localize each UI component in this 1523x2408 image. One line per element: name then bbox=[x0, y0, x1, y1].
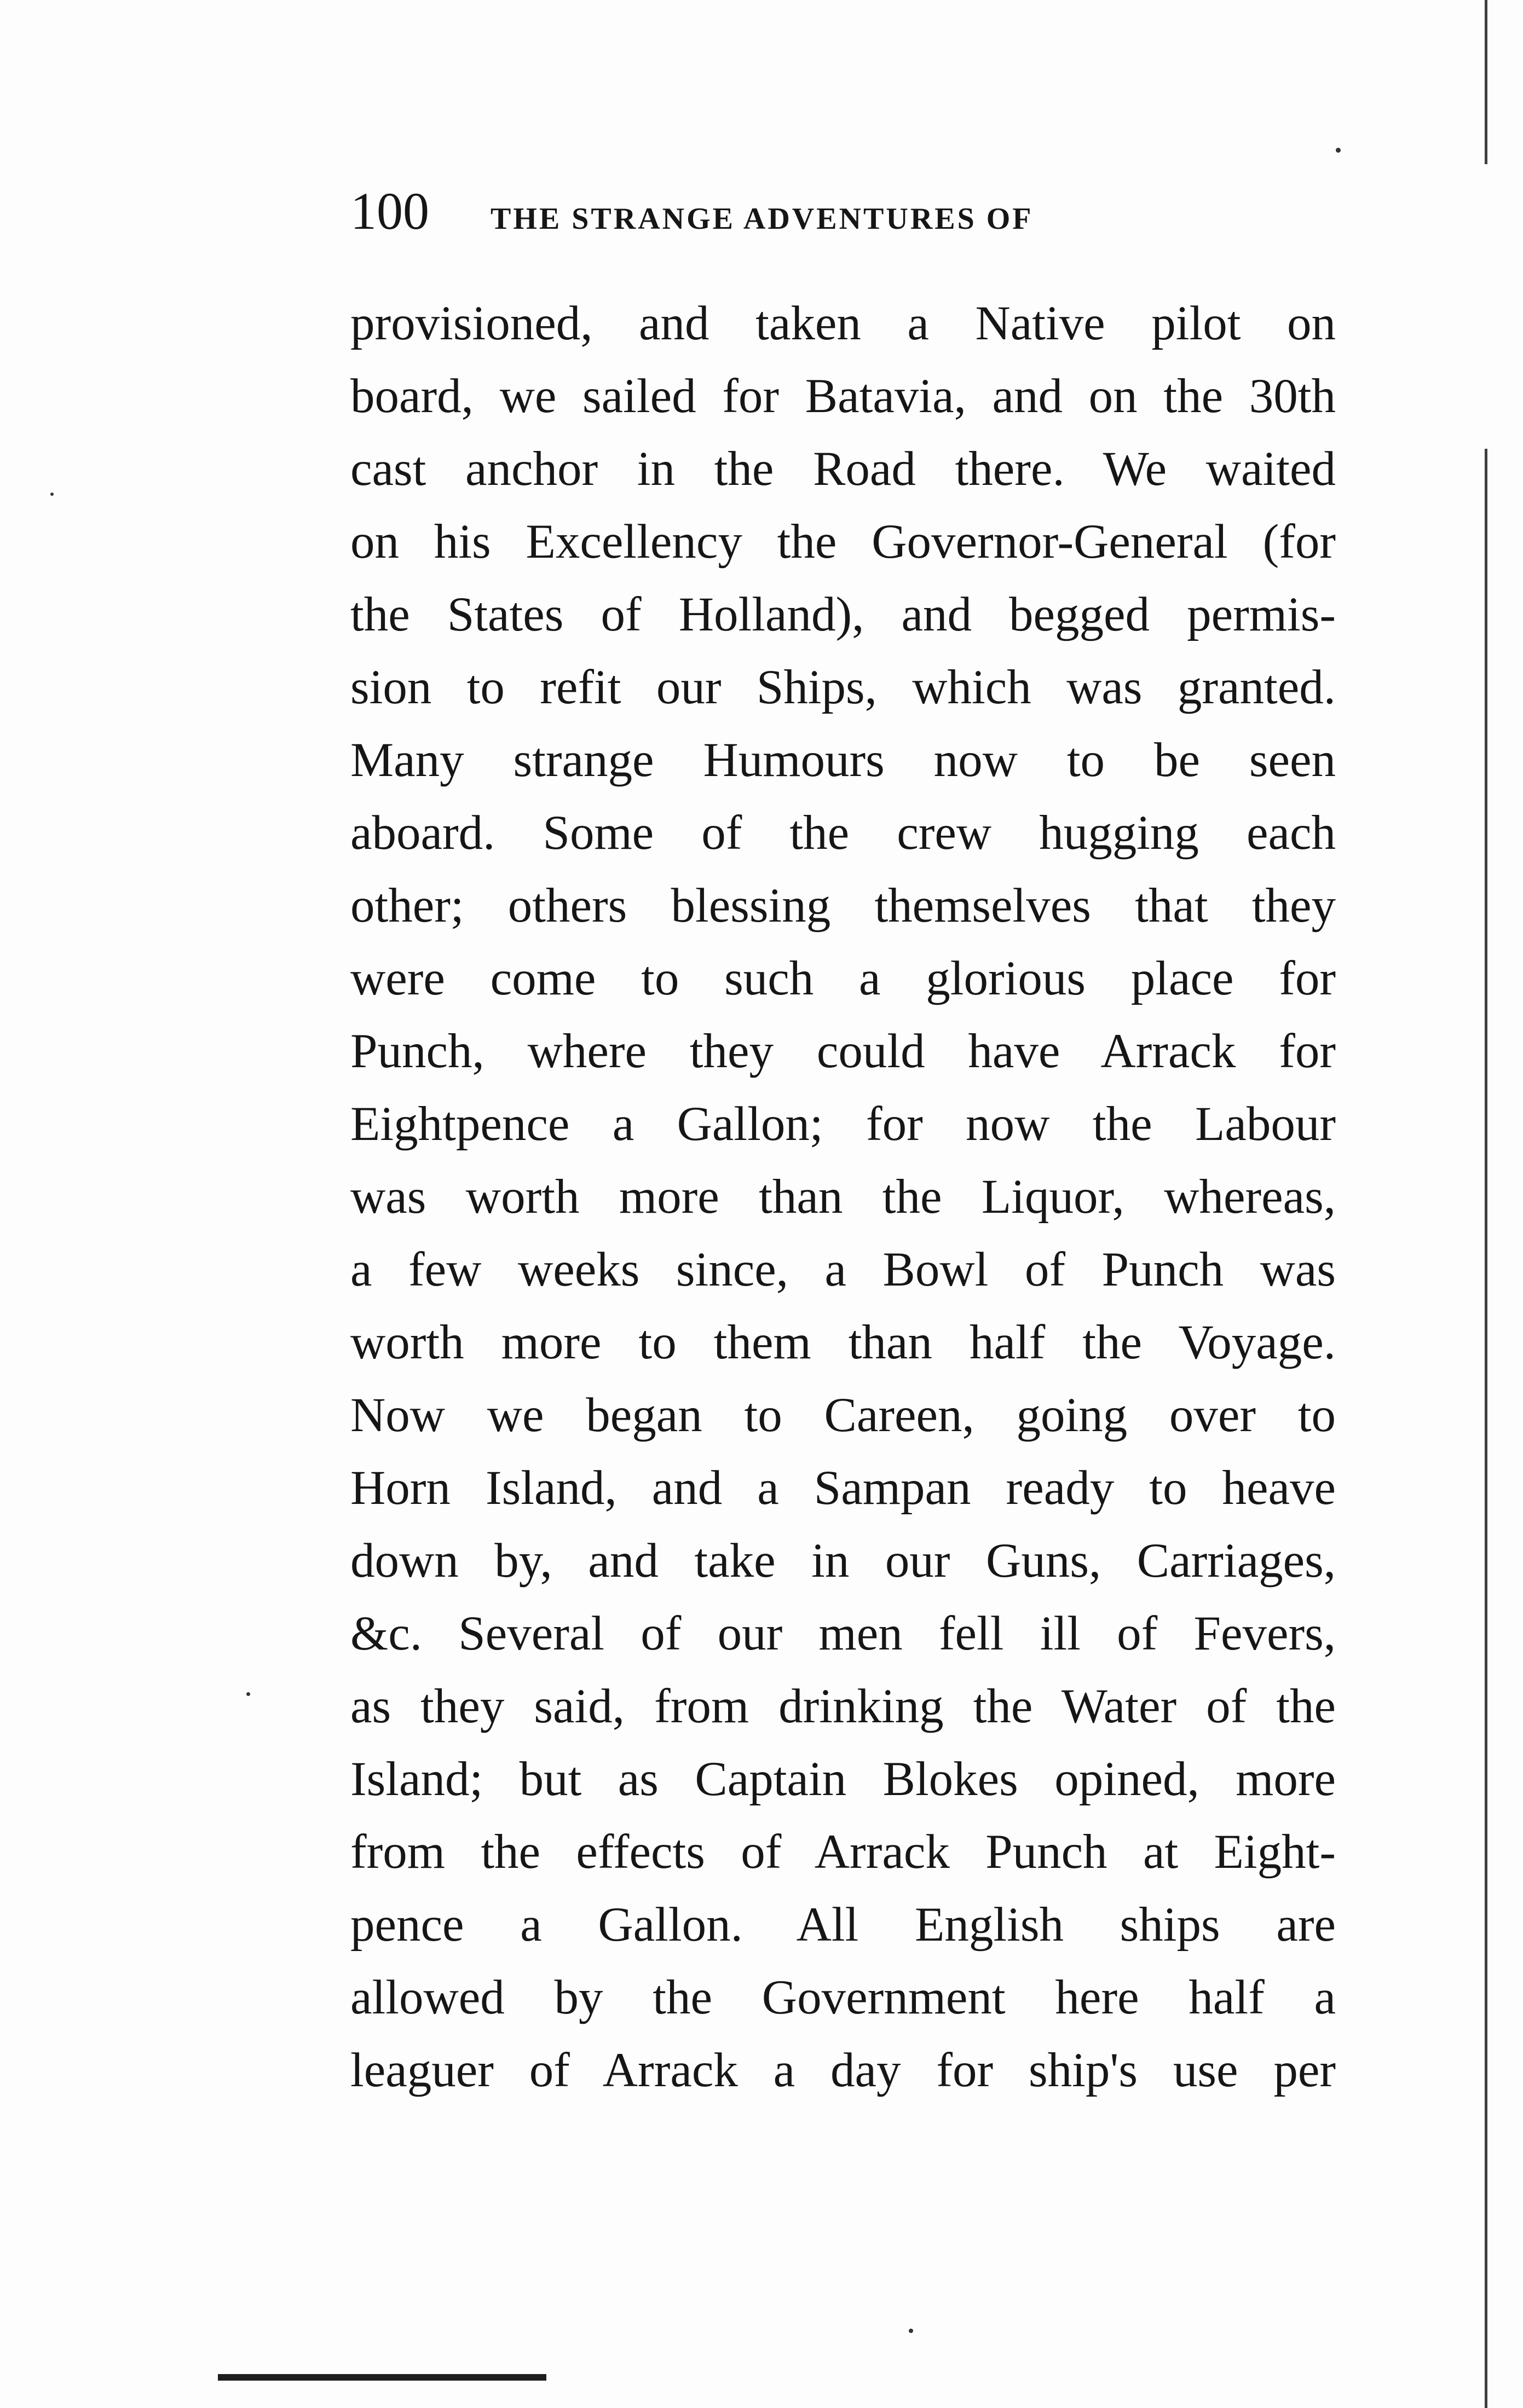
page-number: 100 bbox=[350, 182, 429, 240]
bottom-rule bbox=[218, 2374, 546, 2381]
scan-speck bbox=[909, 2329, 913, 2333]
text-line: other; others blessing themselves that they bbox=[350, 879, 1336, 933]
page-header bbox=[350, 181, 1336, 246]
text-line: Now we began to Careen, going over to bbox=[350, 1388, 1336, 1442]
text-line: aboard. Some of the crew hugging each bbox=[350, 806, 1336, 860]
text-line: leaguer of Arrack a day for ship's use per bbox=[350, 2044, 1336, 2097]
scan-speck bbox=[1336, 148, 1341, 153]
text-line: &c. Several of our men fell ill of Fevers, bbox=[350, 1607, 1336, 1660]
text-line: Eightpence a Gallon; for now the Labour bbox=[350, 1097, 1336, 1151]
text-line: Island; but as Captain Blokes opined, more bbox=[350, 1752, 1336, 1806]
scan-speck bbox=[246, 1692, 250, 1696]
body-text bbox=[350, 287, 1336, 2107]
text-line: Many strange Humours now to be seen bbox=[350, 733, 1336, 787]
text-line: Punch, where they could have Arrack for bbox=[350, 1024, 1336, 1078]
text-line: on his Excellency the Governor-General (for bbox=[350, 515, 1336, 569]
text-line: was worth more than the Liquor, whereas, bbox=[350, 1170, 1336, 1224]
text-line: sion to refit our Ships, which was granted. bbox=[350, 661, 1336, 714]
text-line: provisioned, and taken a Native pilot on bbox=[350, 297, 1336, 350]
text-line: as they said, from drinking the Water of the bbox=[350, 1680, 1336, 1733]
text-line: a few weeks since, a Bowl of Punch was bbox=[350, 1243, 1336, 1296]
text-line: board, we sailed for Batavia, and on the 30th bbox=[350, 369, 1336, 423]
text-line: pence a Gallon. All English ships are bbox=[350, 1898, 1336, 1952]
text-line: cast anchor in the Road there. We waited bbox=[350, 442, 1336, 496]
page-edge-gap bbox=[1482, 164, 1490, 449]
text-line: the States of Holland), and begged permis- bbox=[350, 588, 1336, 641]
text-line: allowed by the Government here half a bbox=[350, 1971, 1336, 2024]
scan-speck bbox=[50, 493, 54, 496]
text-line: worth more to them than half the Voyage. bbox=[350, 1316, 1336, 1369]
text-line: down by, and take in our Guns, Carriages, bbox=[350, 1534, 1336, 1588]
running-head: THE STRANGE ADVENTURES OF bbox=[491, 202, 1034, 236]
text-line: Horn Island, and a Sampan ready to heave bbox=[350, 1461, 1336, 1515]
text-line: from the effects of Arrack Punch at Eight- bbox=[350, 1825, 1336, 1879]
text-line: were come to such a glorious place for bbox=[350, 952, 1336, 1005]
